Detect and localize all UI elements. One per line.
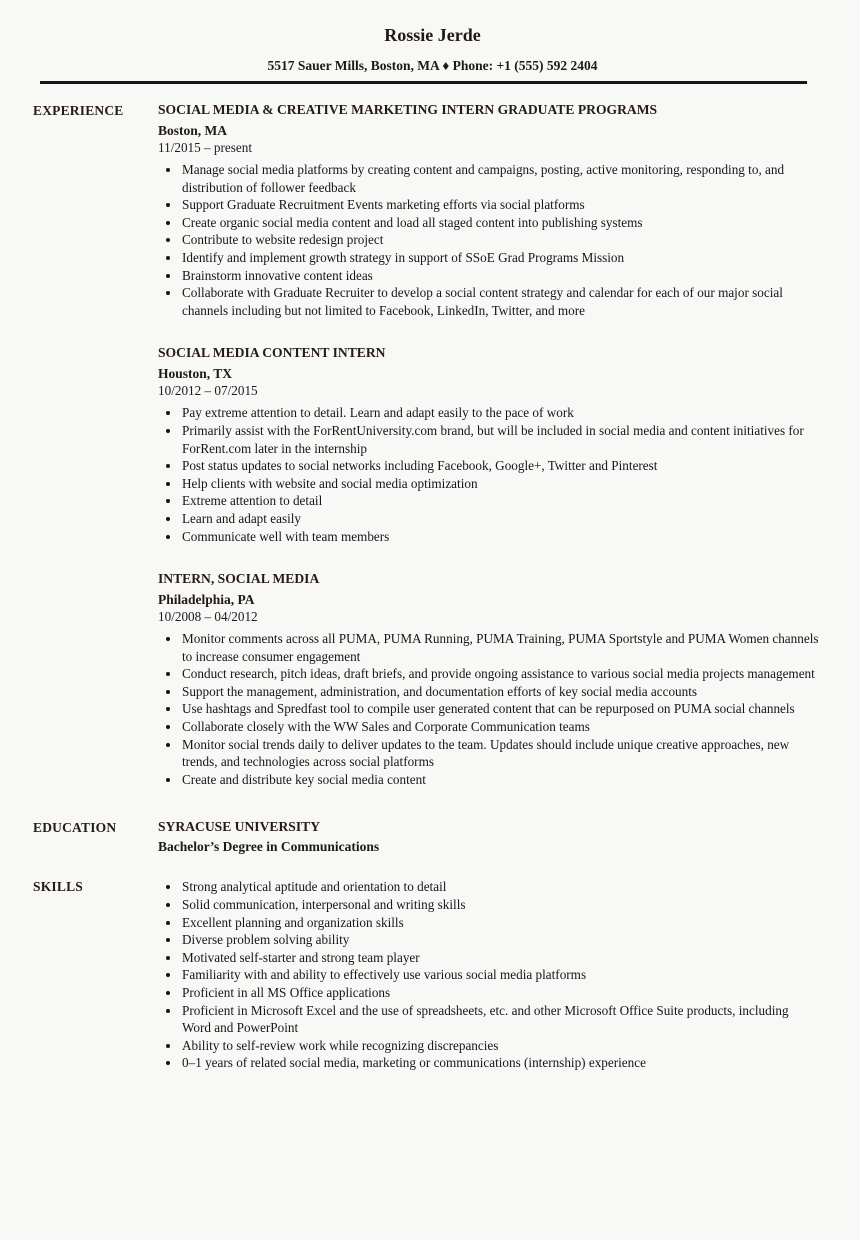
bullet-item: • Support the management, administration, and documentation efforts of key social media accounts <box>181 683 820 701</box>
experience-section <box>33 101 832 788</box>
contact-line: 5517 Sauer Mills, Boston, MA ♦ Phone: +1 (555) 592 2404 <box>267 58 598 73</box>
bullet-item: • Collaborate closely with the WW Sales and Corporate Communication teams <box>181 718 820 736</box>
bullet-item: • Motivated self-starter and strong team player <box>181 949 820 967</box>
job-location: Houston, TX <box>158 366 233 382</box>
skills-bullet-list <box>158 878 820 1072</box>
bullet-item: • Learn and adapt easily <box>181 510 820 528</box>
school-name: SYRACUSE UNIVERSITY <box>158 819 321 835</box>
experience-job-1 <box>158 101 820 319</box>
bullet-item: • Diverse problem solving ability <box>181 931 820 949</box>
job-location: Boston, MA <box>158 123 228 138</box>
bullet-item: • Excellent planning and organization skills <box>181 914 820 932</box>
bullet-item: • Pay extreme attention to detail. Learn and adapt easily to the pace of work <box>181 404 820 422</box>
skills-section <box>33 877 832 1072</box>
education-section <box>33 818 832 856</box>
education-content <box>158 818 820 856</box>
header-divider <box>40 81 807 84</box>
job-bullet-list <box>158 404 820 545</box>
education-section-label: EDUCATION <box>33 820 117 836</box>
job-dates: 10/2012 – 07/2015 <box>158 383 258 399</box>
bullet-item: • Brainstorm innovative content ideas <box>181 267 820 285</box>
bullet-item: • Manage social media platforms by creating content and campaigns, posting, active monitoring, responding to, and distribution of follower feedback <box>181 161 820 196</box>
degree-name: Bachelor’s Degree in Communications <box>158 839 380 855</box>
job-title: SOCIAL MEDIA & CREATIVE MARKETING INTERN GRADUATE PROGRAMS <box>158 102 658 117</box>
bullet-item: • Strong analytical aptitude and orientation to detail <box>181 878 820 896</box>
experience-job-2 <box>158 344 820 545</box>
bullet-item: • Proficient in all MS Office applications <box>181 984 820 1002</box>
job-title: INTERN, SOCIAL MEDIA <box>158 571 320 587</box>
job-bullet-list <box>158 161 820 319</box>
bullet-item: • Identify and implement growth strategy in support of SSoE Grad Programs Mission <box>181 249 820 267</box>
job-dates: 11/2015 – present <box>158 140 253 155</box>
bullet-item: • Extreme attention to detail <box>181 492 820 510</box>
bullet-item: • Create and distribute key social media content <box>181 771 820 789</box>
job-bullet-list <box>158 630 820 788</box>
bullet-item: • Support Graduate Recruitment Events marketing efforts via social platforms <box>181 196 820 214</box>
bullet-item: • Solid communication, interpersonal and writing skills <box>181 896 820 914</box>
job-location: Philadelphia, PA <box>158 592 255 608</box>
skills-content <box>158 877 820 1072</box>
resume-header <box>33 25 832 74</box>
experience-content <box>158 101 820 788</box>
bullet-item: • Familiarity with and ability to effectively use various social media platforms <box>181 966 820 984</box>
bullet-item: • Contribute to website redesign project <box>181 231 820 249</box>
bullet-item: • Use hashtags and Spredfast tool to compile user generated content that can be repurposed on PUMA social channels <box>181 700 820 718</box>
skills-section-label: SKILLS <box>33 879 83 895</box>
bullet-item: • Primarily assist with the ForRentUniversity.com brand, but will be included in social media and content initiatives for ForRent.com later in the internship <box>181 422 820 457</box>
job-dates: 10/2008 – 04/2012 <box>158 609 258 625</box>
bullet-item: • Monitor social trends daily to deliver updates to the team. Updates should include unique creative approaches, new trends, and technologies across social platforms <box>181 736 820 771</box>
bullet-item: • Monitor comments across all PUMA, PUMA Running, PUMA Training, PUMA Sportstyle and PUMA Women channels to increase consumer engagement <box>181 630 820 665</box>
candidate-name: Rossie Jerde <box>384 25 481 45</box>
bullet-item: • 0–1 years of related social media, marketing or communications (internship) experience <box>181 1054 820 1072</box>
bullet-item: • Collaborate with Graduate Recruiter to develop a social content strategy and calendar for each of our major social channels including but not limited to Facebook, LinkedIn, Twitter, and more <box>181 284 820 319</box>
experience-section-label: EXPERIENCE <box>33 103 124 118</box>
experience-job-3 <box>158 570 820 788</box>
bullet-item: • Conduct research, pitch ideas, draft briefs, and provide ongoing assistance to various social media projects management <box>181 665 820 683</box>
bullet-item: • Proficient in Microsoft Excel and the use of spreadsheets, etc. and other Microsoft Office Suite products, including Word and PowerPoint <box>181 1002 820 1037</box>
bullet-item: • Help clients with website and social media optimization <box>181 475 820 493</box>
bullet-item: • Post status updates to social networks including Facebook, Google+, Twitter and Pinterest <box>181 457 820 475</box>
bullet-item: • Communicate well with team members <box>181 528 820 546</box>
bullet-item: • Ability to self-review work while recognizing discrepancies <box>181 1037 820 1055</box>
job-title: SOCIAL MEDIA CONTENT INTERN <box>158 345 386 361</box>
bullet-item: • Create organic social media content and load all staged content into publishing systems <box>181 214 820 232</box>
